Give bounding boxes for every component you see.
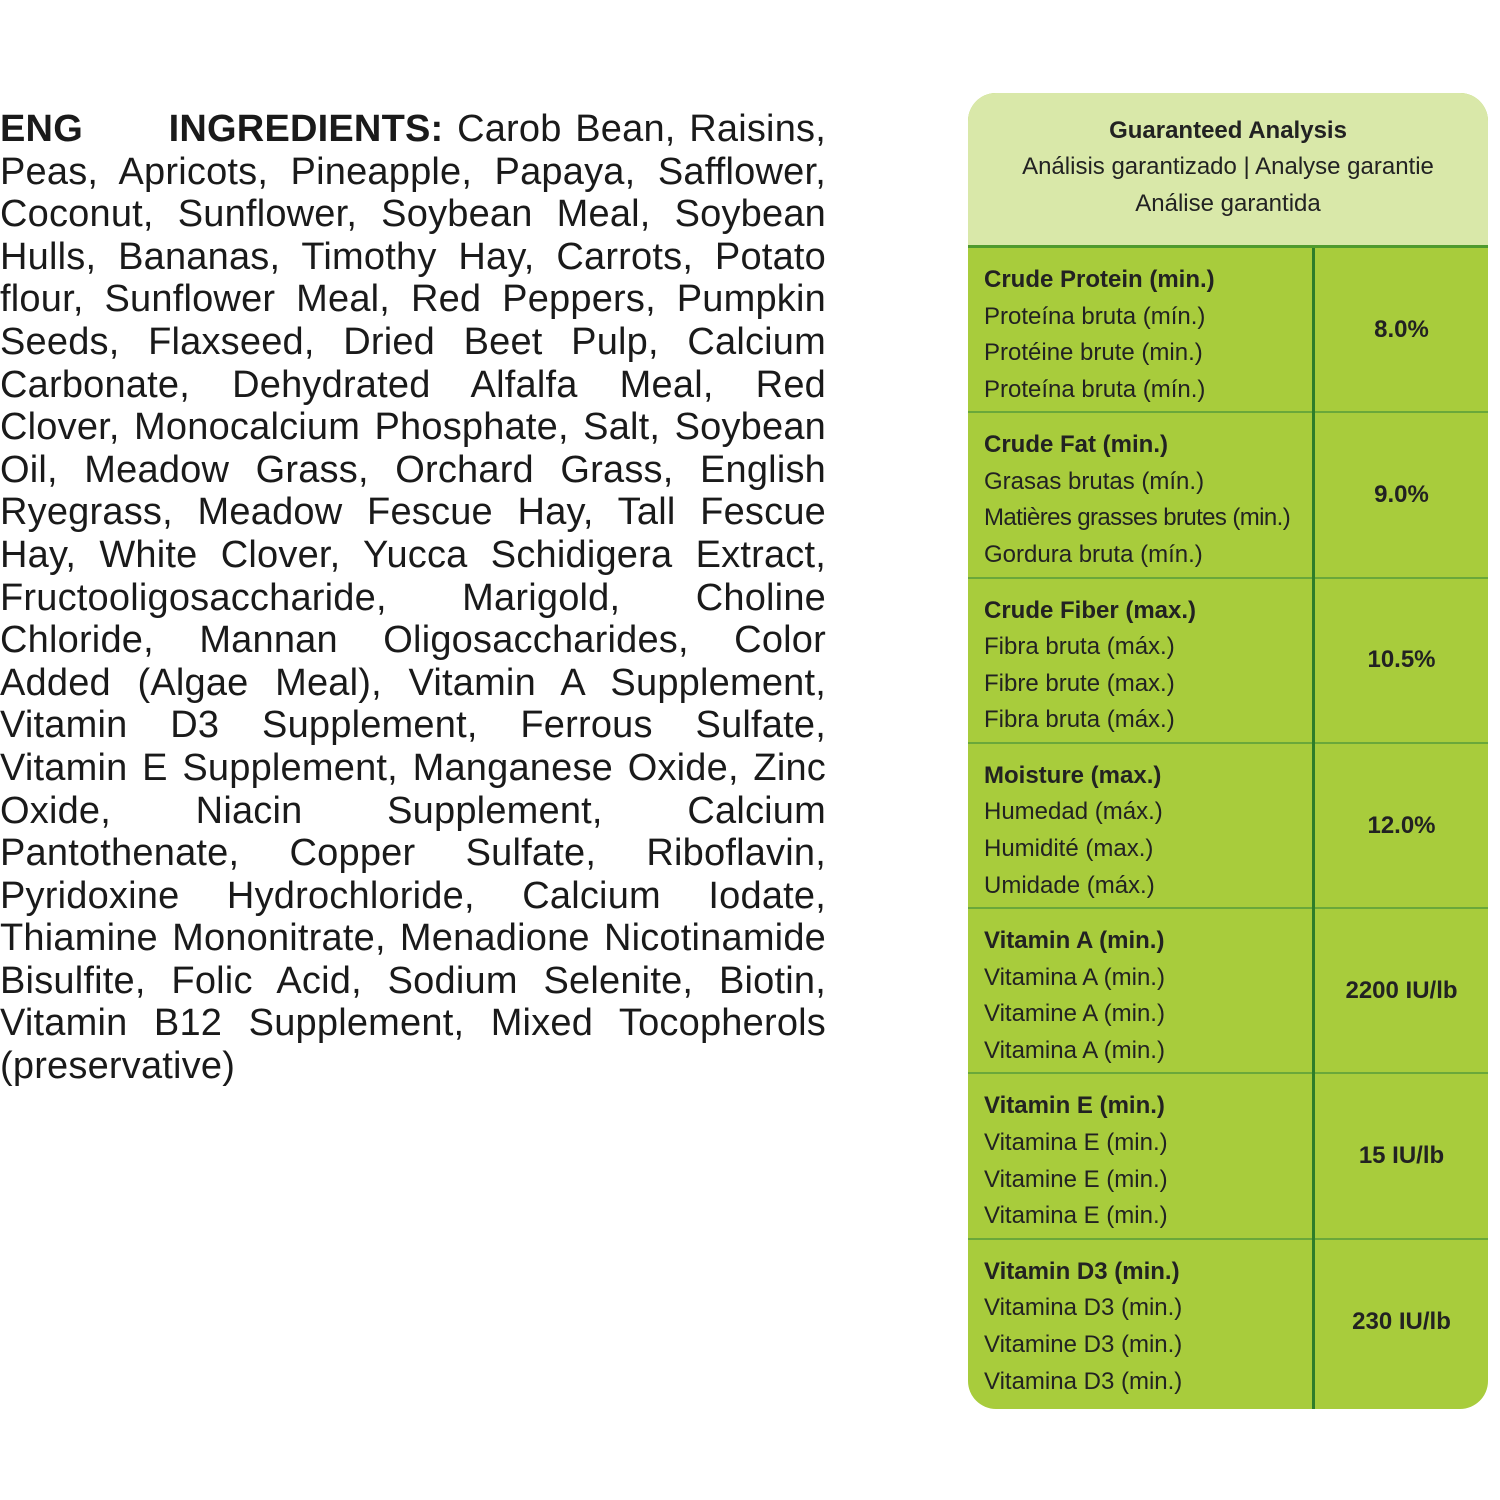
nutrient-name-pt: Fibra bruta (máx.) (984, 706, 1175, 734)
nutrient-name-fr: Matières grasses brutes (min.) (984, 504, 1291, 532)
nutrient-name-es: Vitamina A (min.) (984, 963, 1165, 991)
nutrient-name-es: Vitamina D3 (min.) (984, 1294, 1183, 1322)
nutrient-name-pt: Proteína bruta (mín.) (984, 375, 1206, 403)
nutrient-names (984, 427, 1310, 573)
nutrient-name-pt: Umidade (máx.) (984, 871, 1155, 899)
nutrient-name-pt: Gordura bruta (mín.) (984, 541, 1203, 569)
nutrient-value: 2200 IU/lb (1345, 976, 1458, 1004)
nutrient-name-fr: Vitamine D3 (min.) (984, 1330, 1183, 1358)
nutrient-name-en: Vitamin D3 (min.) (984, 1257, 1180, 1285)
analysis-subtitle-line2: Análise garantida (1135, 190, 1321, 217)
nutrient-names (984, 593, 1310, 739)
ingredients-label: INGREDIENTS: (168, 108, 444, 150)
nutrient-names (984, 1254, 1310, 1400)
analysis-row-crude-protein (968, 248, 1488, 413)
nutrient-name-en: Moisture (max.) (984, 761, 1162, 789)
nutrient-name-es: Humedad (máx.) (984, 798, 1163, 826)
nutrient-name-pt: Vitamina A (min.) (984, 1036, 1165, 1064)
analysis-title: Guaranteed Analysis (1109, 117, 1347, 144)
nutrient-names (984, 923, 1310, 1069)
nutrient-value: 9.0% (1374, 480, 1429, 508)
nutrient-value: 10.5% (1367, 646, 1436, 674)
nutrient-name-pt: Vitamina D3 (min.) (984, 1367, 1183, 1395)
nutrient-names (984, 262, 1310, 408)
nutrient-value: 230 IU/lb (1352, 1308, 1451, 1336)
nutrient-name-en: Crude Fiber (max.) (984, 596, 1197, 624)
analysis-row-vitamin-a (968, 909, 1488, 1074)
nutrient-name-en: Crude Protein (min.) (984, 266, 1215, 293)
analysis-row-crude-fat (968, 413, 1488, 578)
nutrient-name-en: Crude Fat (min.) (984, 431, 1168, 459)
analysis-subtitle-line1: Análisis garantizado | Analyse garantie (1022, 153, 1434, 180)
analysis-row-moisture (968, 744, 1488, 909)
analysis-rows (968, 248, 1488, 1405)
nutrient-name-es: Vitamina E (min.) (984, 1129, 1168, 1157)
nutrient-names (984, 1088, 1310, 1234)
ingredients-list: Carob Bean, Raisins, Peas, Apricots, Pineapple, Papaya, Safflower, Coconut, Sunflower, Soybean Meal, Soybean Hulls, Bananas, Timothy Hay, Carrots, Potato flour, Sunflower Meal, Red Peppers, Pumpkin Seeds, Flaxseed, Dried Beet Pulp, Calcium Carbonate, Dehydrated Alfalfa Meal, Red Clover, Monocalcium Phosphate, Salt, Soybean Oil, Meadow Grass, Orchard Grass, English Ryegrass, Meadow Fescue Hay, Tall Fescue Hay, White Clover, Yucca Schidigera Extract, Fructooligosaccharide, Marigold, Choline Chloride, Mannan Oligosaccharides, Color Added (Algae Meal), Vitamin A Supplement, Vitamin D3 Supplement, Ferrous Sulfate, Vitamin E Supplement, Manganese Oxide, Zinc Oxide, Niacin Supplement, Calcium Pantothenate, Copper Sulfate, Riboflavin, Pyridoxine Hydrochloride, Calcium Iodate, Thiamine Mononitrate, Menadione Nicotinamide Bisulfite, Folic Acid, Sodium Selenite, Biotin, Vitamin B12 Supplement, Mixed Tocopherols (preservative) (0, 108, 826, 1088)
nutrient-name-fr: Vitamine A (min.) (984, 1000, 1165, 1028)
nutrient-value: 15 IU/lb (1358, 1142, 1445, 1170)
nutrient-name-en: Vitamin A (min.) (984, 927, 1165, 955)
nutrient-name-fr: Vitamine E (min.) (984, 1165, 1168, 1193)
nutrient-name-fr: Protéine brute (min.) (984, 339, 1203, 367)
analysis-row-vitamin-e (968, 1074, 1488, 1239)
analysis-header (968, 93, 1488, 248)
nutrient-name-es: Fibra bruta (máx.) (984, 633, 1175, 661)
nutrient-value: 8.0% (1374, 315, 1429, 343)
ingredients-paragraph (0, 108, 826, 1088)
analysis-row-vitamin-d3 (968, 1240, 1488, 1405)
nutrient-name-en: Vitamin E (min.) (984, 1092, 1165, 1120)
nutrient-name-es: Grasas brutas (mín.) (984, 467, 1205, 495)
analysis-row-crude-fiber (968, 579, 1488, 744)
language-code: ENG (0, 108, 83, 150)
nutrient-name-es: Proteína bruta (mín.) (984, 302, 1206, 330)
nutrient-names (984, 758, 1310, 904)
nutrient-name-fr: Humidité (max.) (984, 835, 1154, 863)
nutrient-value: 12.0% (1367, 811, 1436, 839)
guaranteed-analysis-panel (968, 93, 1488, 1409)
nutrient-name-fr: Fibre brute (max.) (984, 669, 1175, 697)
column-divider (1312, 248, 1315, 1409)
nutrient-name-pt: Vitamina E (min.) (984, 1202, 1168, 1230)
